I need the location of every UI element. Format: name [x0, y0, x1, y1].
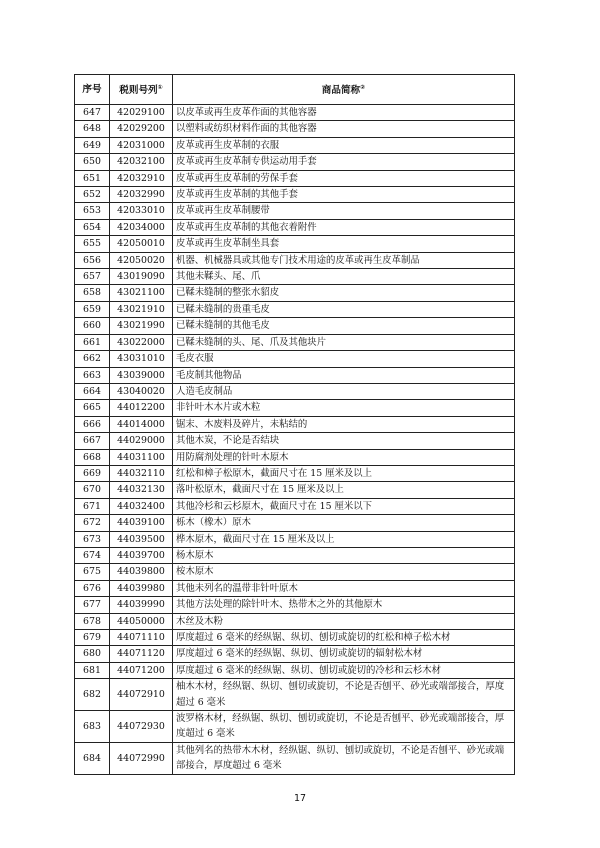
cell-serial-number: 651 — [75, 170, 110, 186]
table-row — [75, 597, 515, 613]
cell-serial-number: 673 — [75, 531, 110, 547]
cell-product-name: 皮革或再生皮革制专供运动用手套 — [173, 154, 515, 170]
cell-serial-number: 661 — [75, 334, 110, 350]
cell-tariff-code: 42050010 — [110, 236, 173, 252]
cell-tariff-code: 44050000 — [110, 613, 173, 629]
cell-serial-number: 647 — [75, 105, 110, 121]
cell-product-name: 皮革或再生皮革制的其他衣着附件 — [173, 219, 515, 235]
cell-product-name: 厚度超过 6 毫米的经纵锯、纵切、刨切或旋切的辐射松木材 — [173, 646, 515, 662]
cell-tariff-code: 42032100 — [110, 154, 173, 170]
cell-serial-number: 672 — [75, 515, 110, 531]
cell-product-name: 其他木炭，不论是否结块 — [173, 433, 515, 449]
cell-product-name: 以皮革或再生皮革作面的其他容器 — [173, 105, 515, 121]
cell-product-name: 柚木木材，经纵锯、纵切、刨切或旋切，不论是否刨平、砂光或端部接合，厚度超过 6 毫米 — [173, 679, 515, 711]
cell-serial-number: 677 — [75, 597, 110, 613]
cell-tariff-code: 44072910 — [110, 679, 173, 711]
cell-tariff-code: 44012200 — [110, 400, 173, 416]
cell-product-name: 已鞣未缝制的头、尾、爪及其他块片 — [173, 334, 515, 350]
cell-product-name: 锯末、木废料及碎片，未粘结的 — [173, 416, 515, 432]
cell-serial-number: 678 — [75, 613, 110, 629]
cell-serial-number: 652 — [75, 187, 110, 203]
table-row — [75, 482, 515, 498]
table-row — [75, 203, 515, 219]
cell-tariff-code: 42032990 — [110, 187, 173, 203]
cell-serial-number: 679 — [75, 630, 110, 646]
cell-product-name: 波罗格木材，经纵锯、纵切、刨切或旋切，不论是否刨平、砂光或端部接合，厚度超过 6 毫米 — [173, 711, 515, 743]
table-row — [75, 547, 515, 563]
table-row — [75, 351, 515, 367]
cell-product-name: 厚度超过 6 毫米的经纵锯、纵切、刨切或旋切的冷杉和云杉木材 — [173, 662, 515, 678]
cell-tariff-code: 43021990 — [110, 318, 173, 334]
cell-product-name: 其他未鞣头、尾、爪 — [173, 269, 515, 285]
cell-serial-number: 683 — [75, 711, 110, 743]
table-row — [75, 121, 515, 137]
cell-product-name: 毛皮制其他物品 — [173, 367, 515, 383]
cell-product-name: 木丝及木粉 — [173, 613, 515, 629]
cell-tariff-code: 44014000 — [110, 416, 173, 432]
cell-product-name: 皮革或再生皮革制的劳保手套 — [173, 170, 515, 186]
cell-tariff-code: 43031010 — [110, 351, 173, 367]
cell-tariff-code: 44031100 — [110, 449, 173, 465]
cell-serial-number: 676 — [75, 580, 110, 596]
table-body — [75, 105, 515, 775]
cell-serial-number: 681 — [75, 662, 110, 678]
cell-product-name: 已鞣未缝制的整张水貂皮 — [173, 285, 515, 301]
cell-product-name: 红松和樟子松原木，截面尺寸在 15 厘米及以上 — [173, 465, 515, 481]
cell-product-name: 皮革或再生皮革制的衣服 — [173, 137, 515, 153]
table-row — [75, 531, 515, 547]
cell-product-name: 其他列名的热带木木材，经纵锯、纵切、刨切或旋切，不论是否刨平、砂光或端部接合，厚度超过 6 毫米 — [173, 742, 515, 774]
cell-tariff-code: 44032400 — [110, 498, 173, 514]
table-row — [75, 449, 515, 465]
cell-tariff-code: 43021100 — [110, 285, 173, 301]
cell-tariff-code: 43040020 — [110, 383, 173, 399]
table-row — [75, 269, 515, 285]
table-row — [75, 383, 515, 399]
cell-serial-number: 670 — [75, 482, 110, 498]
cell-serial-number: 668 — [75, 449, 110, 465]
table-row — [75, 679, 515, 711]
cell-serial-number: 680 — [75, 646, 110, 662]
cell-tariff-code: 43039000 — [110, 367, 173, 383]
cell-tariff-code: 43019090 — [110, 269, 173, 285]
cell-tariff-code: 44039100 — [110, 515, 173, 531]
table-row — [75, 646, 515, 662]
cell-tariff-code: 44032130 — [110, 482, 173, 498]
cell-product-name: 栎木（橡木）原木 — [173, 515, 515, 531]
cell-product-name: 其他未列名的温带非针叶原木 — [173, 580, 515, 596]
cell-product-name: 人造毛皮制品 — [173, 383, 515, 399]
cell-tariff-code: 43021910 — [110, 301, 173, 317]
cell-tariff-code: 44071120 — [110, 646, 173, 662]
cell-tariff-code: 43022000 — [110, 334, 173, 350]
cell-serial-number: 674 — [75, 547, 110, 563]
table-row — [75, 154, 515, 170]
cell-tariff-code: 44072990 — [110, 742, 173, 774]
table-row — [75, 367, 515, 383]
cell-serial-number: 656 — [75, 252, 110, 268]
cell-serial-number: 682 — [75, 679, 110, 711]
cell-tariff-code: 44039700 — [110, 547, 173, 563]
header-serial-number: 序号 — [75, 75, 110, 105]
cell-product-name: 其他冷杉和云杉原木，截面尺寸在 15 厘米以下 — [173, 498, 515, 514]
table-row — [75, 301, 515, 317]
cell-tariff-code: 44029000 — [110, 433, 173, 449]
cell-product-name: 皮革或再生皮革制腰带 — [173, 203, 515, 219]
cell-tariff-code: 42029100 — [110, 105, 173, 121]
cell-serial-number: 659 — [75, 301, 110, 317]
cell-product-name: 皮革或再生皮革制坐具套 — [173, 236, 515, 252]
cell-product-name: 非针叶木木片或木粒 — [173, 400, 515, 416]
cell-serial-number: 650 — [75, 154, 110, 170]
table-row — [75, 187, 515, 203]
cell-product-name: 机器、机械器具或其他专门技术用途的皮革或再生皮革制品 — [173, 252, 515, 268]
table-row — [75, 137, 515, 153]
cell-serial-number: 657 — [75, 269, 110, 285]
table-row — [75, 580, 515, 596]
table-row — [75, 465, 515, 481]
footnote-marker-2: ② — [360, 84, 366, 92]
cell-serial-number: 660 — [75, 318, 110, 334]
table-row — [75, 105, 515, 121]
cell-serial-number: 667 — [75, 433, 110, 449]
cell-product-name: 桉木原木 — [173, 564, 515, 580]
cell-serial-number: 648 — [75, 121, 110, 137]
cell-tariff-code: 42033010 — [110, 203, 173, 219]
cell-serial-number: 663 — [75, 367, 110, 383]
table-row — [75, 564, 515, 580]
table-row — [75, 662, 515, 678]
table-row — [75, 334, 515, 350]
footnote-marker-1: ① — [157, 84, 163, 92]
cell-serial-number: 658 — [75, 285, 110, 301]
table-row — [75, 498, 515, 514]
cell-tariff-code: 44039990 — [110, 597, 173, 613]
cell-product-name: 用防腐剂处理的针叶木原木 — [173, 449, 515, 465]
cell-tariff-code: 44032110 — [110, 465, 173, 481]
cell-serial-number: 664 — [75, 383, 110, 399]
cell-product-name: 皮革或再生皮革制的其他手套 — [173, 187, 515, 203]
cell-serial-number: 653 — [75, 203, 110, 219]
cell-product-name: 杨木原木 — [173, 547, 515, 563]
cell-product-name: 桦木原木，截面尺寸在 15 厘米及以上 — [173, 531, 515, 547]
cell-product-name: 厚度超过 6 毫米的经纵锯、纵切、刨切或旋切的红松和樟子松木材 — [173, 630, 515, 646]
table-row — [75, 170, 515, 186]
cell-serial-number: 675 — [75, 564, 110, 580]
cell-product-name: 落叶松原木，截面尺寸在 15 厘米及以上 — [173, 482, 515, 498]
table-row — [75, 236, 515, 252]
cell-tariff-code: 44039980 — [110, 580, 173, 596]
cell-product-name: 毛皮衣服 — [173, 351, 515, 367]
table-row — [75, 219, 515, 235]
table-row — [75, 433, 515, 449]
table-row — [75, 742, 515, 774]
table-header-row — [75, 75, 515, 105]
table-row — [75, 630, 515, 646]
cell-serial-number: 669 — [75, 465, 110, 481]
table-row — [75, 416, 515, 432]
cell-serial-number: 649 — [75, 137, 110, 153]
cell-tariff-code: 42050020 — [110, 252, 173, 268]
cell-tariff-code: 44039500 — [110, 531, 173, 547]
header-product-name: 商品简称② — [173, 75, 515, 105]
table-row — [75, 400, 515, 416]
cell-tariff-code: 42032910 — [110, 170, 173, 186]
cell-serial-number: 671 — [75, 498, 110, 514]
table-row — [75, 252, 515, 268]
tariff-table — [74, 74, 515, 775]
cell-product-name: 其他方法处理的除针叶木、热带木之外的其他原木 — [173, 597, 515, 613]
cell-serial-number: 666 — [75, 416, 110, 432]
table-row — [75, 285, 515, 301]
cell-tariff-code: 42029200 — [110, 121, 173, 137]
cell-tariff-code: 44071200 — [110, 662, 173, 678]
cell-serial-number: 684 — [75, 742, 110, 774]
cell-serial-number: 665 — [75, 400, 110, 416]
cell-serial-number: 655 — [75, 236, 110, 252]
cell-tariff-code: 42034000 — [110, 219, 173, 235]
cell-tariff-code: 44039800 — [110, 564, 173, 580]
table-row — [75, 613, 515, 629]
cell-tariff-code: 42031000 — [110, 137, 173, 153]
cell-serial-number: 654 — [75, 219, 110, 235]
header-tariff-code: 税则号列① — [110, 75, 173, 105]
table-row — [75, 711, 515, 743]
cell-product-name: 以塑料或纺织材料作面的其他容器 — [173, 121, 515, 137]
table-row — [75, 318, 515, 334]
table-row — [75, 515, 515, 531]
cell-serial-number: 662 — [75, 351, 110, 367]
cell-tariff-code: 44072930 — [110, 711, 173, 743]
cell-tariff-code: 44071110 — [110, 630, 173, 646]
cell-product-name: 已鞣未缝制的其他毛皮 — [173, 318, 515, 334]
cell-product-name: 已鞣未缝制的贵重毛皮 — [173, 301, 515, 317]
page-number: 17 — [293, 793, 307, 804]
